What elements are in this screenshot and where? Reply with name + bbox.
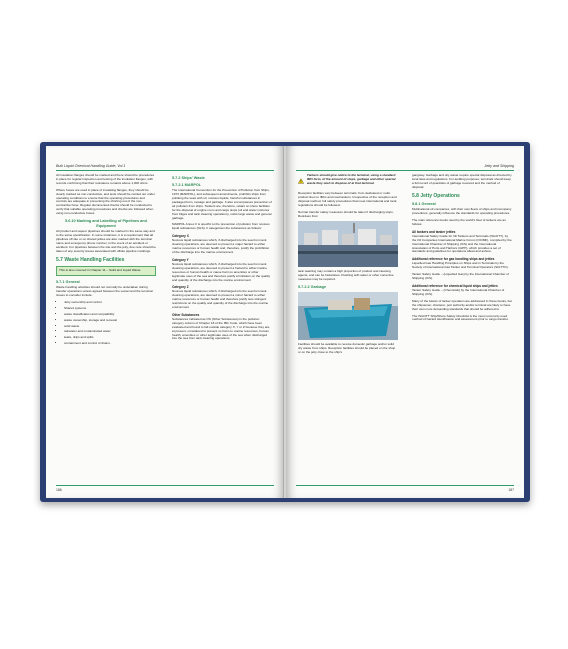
paragraph: Noxious liquid substances which, if discharged into the sea from tank cleaning operations, are deemed to present a minor hazard to either marine resources or human health and therefore justify less stringent restrictions on the quality and quantity of the discharge into the marine environment bbox=[172, 289, 269, 310]
right-page bbox=[286, 146, 524, 498]
list-item: • waste ownership, storage and removal bbox=[64, 319, 156, 323]
list-item: • waste classification and compatibility bbox=[64, 313, 156, 317]
left-column-1 bbox=[56, 174, 156, 349]
paragraph: Multinational oil companies, with their own fleets of ships and incompany procedures, generally influence the standards for operating procedures. bbox=[412, 207, 512, 216]
paragraph: Tanker Safety Guide – (Liquefied Gas) by the International Chamber of Shipping (ICS). bbox=[412, 272, 509, 281]
paragraph: Noxious liquid substances which, if discharged into the sea from tank cleaning operations, are deemed to present a hazard to either marine resources or human health or cause harm to amenities or other legitimate uses of the sea and therefore justify a limitation on the quality and quantity of the discharge into the marine environment bbox=[172, 261, 271, 282]
paragraph: Tanker Safety Guide – (Chemicals) by the International Chamber of Shipping (ICS). bbox=[412, 288, 505, 296]
paragraph: Normal transfer safety measures should be taken if discharging slops. Residues from bbox=[298, 209, 394, 218]
right-running-head: Jetty and Shipping bbox=[484, 164, 514, 168]
paragraph: Facilities should be available to receive domestic garbage and/or solid dry waste from ships. Reception facilities should be placed on the shop or on the jetty close to the ship's bbox=[298, 341, 396, 354]
section-heading-jetty-operations: 5.8 Jetty Operations bbox=[412, 192, 460, 199]
paragraph: The main reference books used by the world's fleet of tankers are as follows: bbox=[412, 218, 506, 226]
paragraph: Noxious liquid substances which, if discharged into the sea from tank cleaning operations, are deemed to present a major hazard to either marine resources or human health and, therefore, justify the prohibition of the discharge into the marine environment bbox=[172, 238, 270, 254]
paragraph: gangway. Garbage and oily waste require special disposal as directed by local laws and regulations. For auditing purposes, terminals should keep a full record of quantities of garbage received and the method of disposal. bbox=[412, 173, 512, 189]
warning-text: Tankers should give notice to the terminal, using a standard IMO form, of the amount of slops, garbage and other special waste they wish to dispose of at that terminal. bbox=[306, 173, 396, 185]
paragraph: The International Convention for the Prevention of Pollution from Ships, 1973 (MARPOL), and subsequent amendments, prohibits ships from polluting the seas with oil, noxious liquids, harmful substances in packaged form, sewage and garbage. It also encompasses prevention of air pollution from ships. Tankers are, therefore, reliant on shore facilities for the disposal of engine room and cargo slops (oil and water mixtures from bilges and tank cleaning operations), solid cargo waste and general garbage. bbox=[172, 188, 272, 220]
page-number-left: 186 bbox=[56, 488, 62, 492]
page-number-right: 187 bbox=[508, 488, 514, 492]
gas-reference-heading: Additional reference for gas handling ships and jetties bbox=[412, 257, 495, 262]
list-item: • Shared systems bbox=[64, 307, 156, 311]
left-header-rule bbox=[56, 170, 274, 171]
section-heading-ships-waste: 5.7.2 Ships' Waste bbox=[172, 176, 205, 180]
left-running-head: Bulk Liquid Chemical Handling Guide, Vol 1 bbox=[56, 164, 126, 168]
section-heading-marking: 5.6.10 Marking and Labelling of Pipelines and Equipment bbox=[65, 219, 147, 228]
list-item: • solid waste bbox=[64, 325, 156, 329]
list-item: • containment and control of drains. bbox=[64, 342, 156, 346]
paragraph: tank washing may contain a high proportion of product and cleaning agents, and can be hazardous. Flushing with water or other corrective measures may be required. bbox=[298, 269, 394, 282]
tank-terminal-photo bbox=[298, 221, 398, 267]
section-heading-marpol: 5.7.2.1 MARPOL bbox=[172, 182, 202, 187]
paragraph: Many of the basics of tanker operation are addressed in these books, but the shipowner, charterer, port authority and/or terminal are likely to have their own more demanding standards that should be adhered to. bbox=[412, 298, 512, 311]
paragraph: All product and vapour pipelines should be marked in the same way and to the same specification. In some instances, it is a requirement that all pipelines off site or on shared jetties are also marked with the terminal name and emergency phone number, in the event of an accident or accident. For pipelines between the site and the jetty, due note should be taken of any security issues associated with offsite pipeline markings. bbox=[56, 229, 156, 253]
garbage-skip-photo bbox=[298, 292, 398, 340]
paragraph: Waste handling activities should not normally be undertaken during transfer operations unless agreed between the vessel and the terminal. Issues to consider include: bbox=[56, 285, 154, 297]
section-heading-general: 5.7.1 General bbox=[56, 279, 80, 284]
paragraph: The ISGOTT Ship/Shore Safety Checklist is the most commonly used method of hazard identification and assessment prior to cargo transfer. bbox=[412, 313, 509, 322]
category-x-heading: Category X bbox=[172, 234, 189, 239]
warning-triangle-icon bbox=[298, 174, 304, 188]
all-tankers-heading: All tankers and tanker jetties bbox=[412, 229, 456, 234]
paragraph: MARPOL Annex II is specific to the prevention of pollution from noxious liquid substances (NLS). It categorises the substances as follows: bbox=[172, 222, 270, 231]
paragraph: International Safety Guide for Oil Tankers and Terminals (ISGOTT), by the Oil Companies International Marine Forum (OCIMF), compiled by the International Chamber of Shipping (ICS) and the International Association of Ports and Harbors (IAPH), which provides a set of standards and guidelines for operations afloat and ashore. bbox=[412, 233, 512, 254]
list-item: • rainwater and contaminated water bbox=[64, 330, 156, 334]
other-substances-heading: Other Substances bbox=[172, 312, 200, 317]
paragraph: Where hoses are used in place of insulating flanges, they should be clearly marked as non-conductive, and tests should be carried out under operating conditions to ensure that the operating procedures and controls are adequate in preventing the shorting out of the non-conductive hose. Regular documented checks should be conducted to verify that suitable operating procedures and checks are followed when using non-conductive hoses. bbox=[56, 187, 155, 216]
list-item: • leaks, drips and spills bbox=[64, 336, 156, 340]
right-column-2 bbox=[412, 174, 512, 325]
right-column-1 bbox=[298, 174, 398, 357]
left-footer-rule bbox=[56, 485, 274, 486]
right-footer-rule bbox=[296, 485, 514, 486]
section-heading-garbage: 5.7.2.2 Garbage bbox=[298, 285, 327, 290]
paragraph: Substances indicated as OS (Other Substances) in the pollution category column of Chapter 18 of the IBC Code, which have been evaluated and found to fall outside category X, Y or Z because they are, at present, considered to present no harm to marine resources, human health, amenities or other legitimate uses of the sea when discharged into the sea from tank cleaning operations. bbox=[172, 316, 271, 341]
paragraph: Reception facilities vary between terminals; from dedicated or multi-product lines to IBCs and road tankers. Irrespective of the reception and disposal method, full safety procedures that meet international and local regulations should be followed. bbox=[298, 191, 397, 207]
section-heading-waste: 5.7 Waste Handling Facilities bbox=[56, 256, 125, 263]
chemical-reference-heading: Additional reference for chemical liquid ships and jetties bbox=[412, 284, 498, 288]
left-column-2 bbox=[172, 174, 272, 344]
cross-reference-note: This is also covered in Chapter 11 – Solid and Liquid Waste bbox=[56, 266, 156, 276]
section-heading-general: 5.8.1 General bbox=[412, 201, 436, 206]
paragraph: Liquefied Gas Handling Principles on Ships and in Terminals by the Society of International Gas Tanker and Terminal Operators (SIGTTO). bbox=[412, 261, 509, 270]
list-item: • Jetty ownership and control bbox=[64, 301, 156, 305]
left-page bbox=[46, 146, 284, 498]
open-book bbox=[40, 142, 530, 502]
category-y-heading: Category Y bbox=[172, 257, 189, 262]
category-z-heading: Category Z bbox=[172, 285, 189, 290]
warning-box bbox=[298, 174, 398, 188]
right-header-rule bbox=[296, 170, 514, 171]
bullet-list bbox=[56, 301, 156, 346]
paragraph: All insulation flanges should be marked and there should be procedures in place for regular inspection and testing of the insulation flanges, with records confirming that their resistance remains above 1,000 ohms. bbox=[56, 173, 155, 185]
